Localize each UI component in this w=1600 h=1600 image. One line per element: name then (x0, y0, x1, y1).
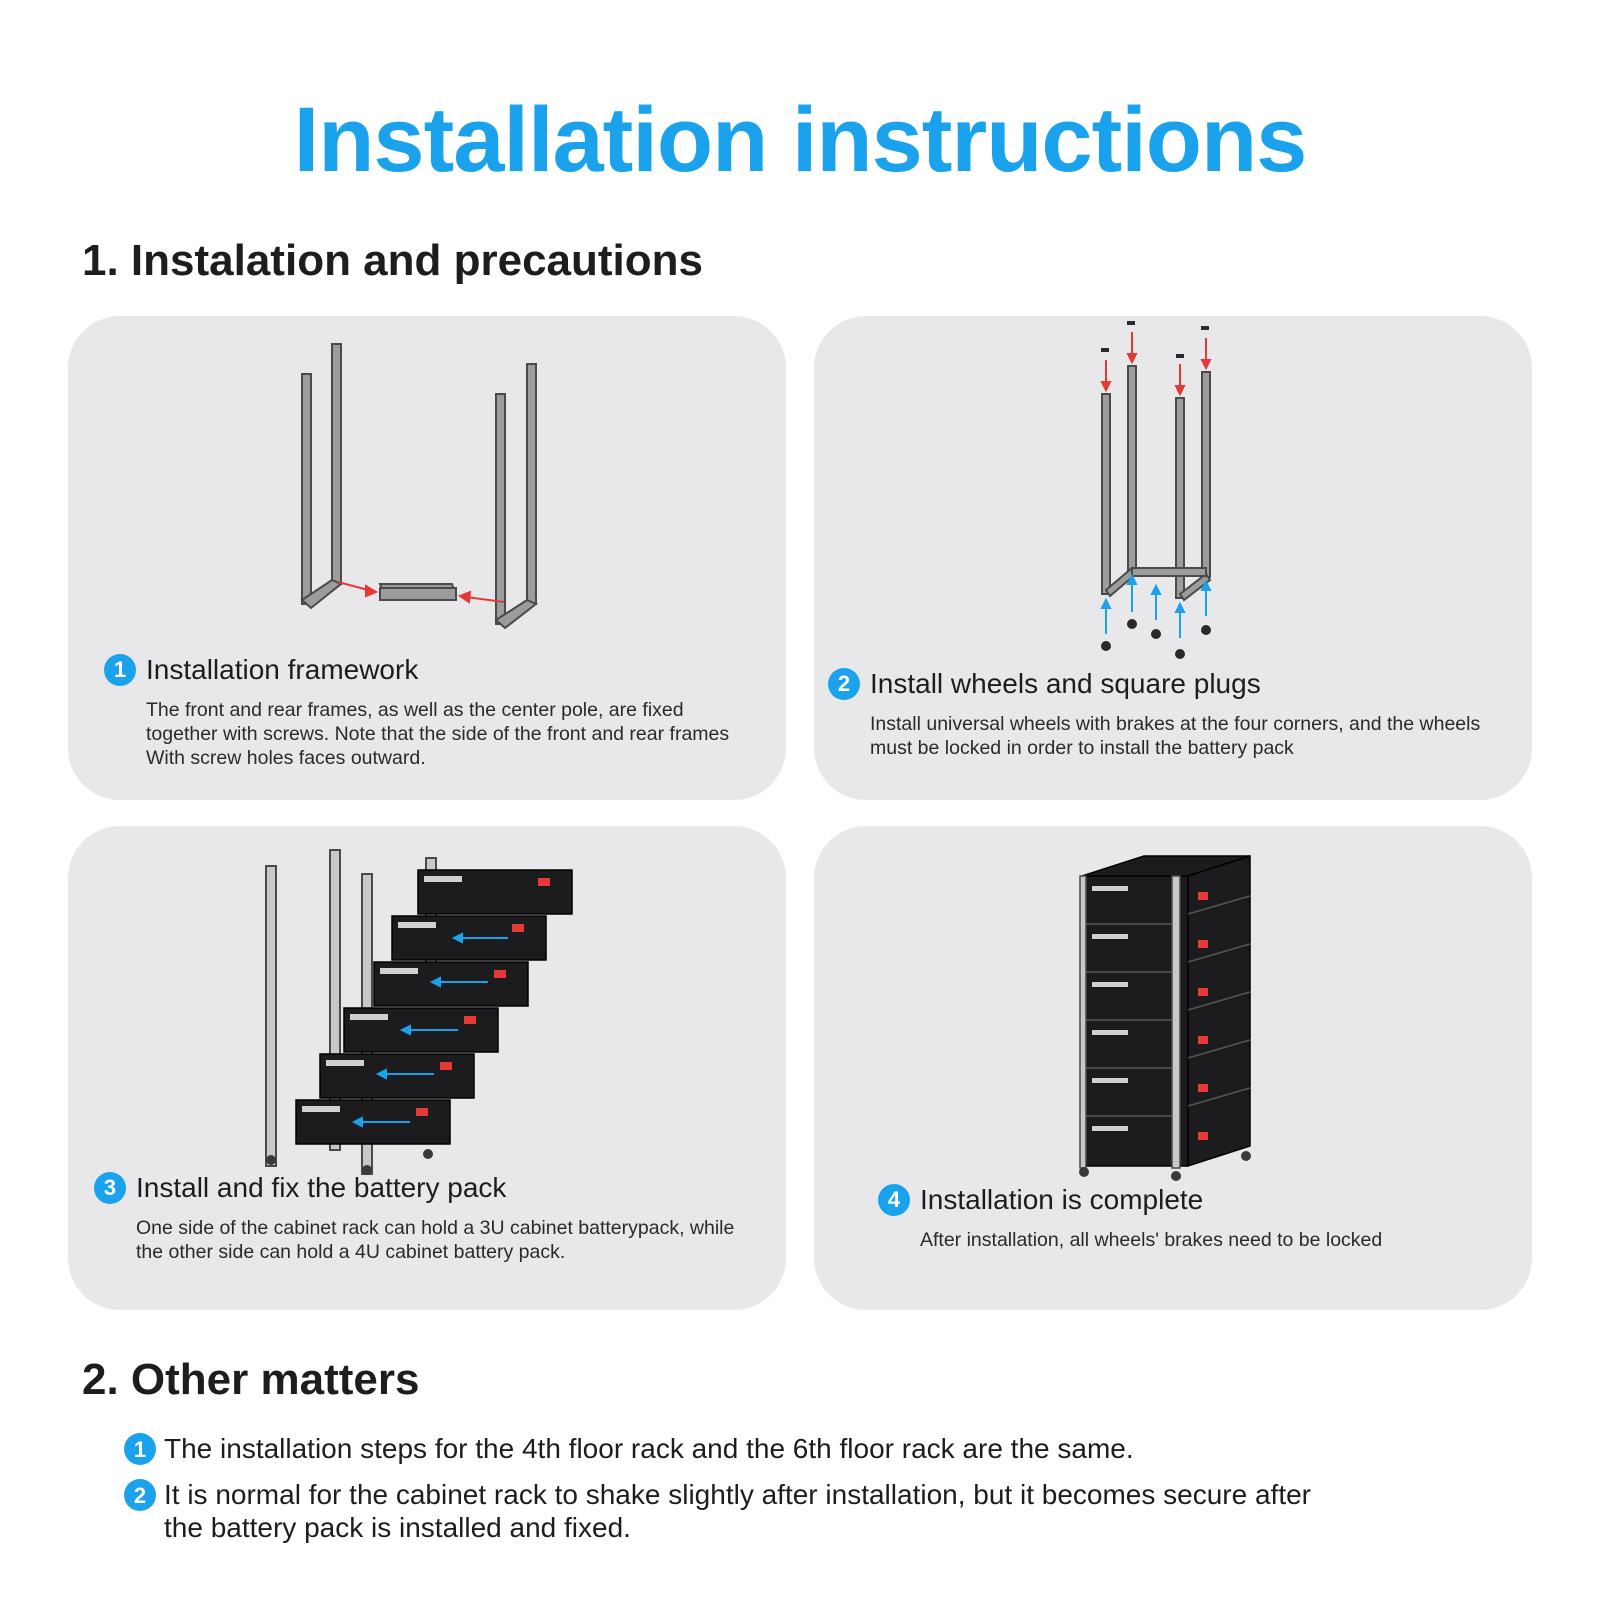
step-number-badge: 1 (104, 654, 136, 686)
list-item-text: It is normal for the cabinet rack to shake slightly after installation, but it becomes secure after the battery pack is installed and fixed. (164, 1479, 1311, 1543)
step-number-badge: 4 (878, 1184, 910, 1216)
step-card-wheels (814, 316, 1532, 800)
item-number-badge: 2 (124, 1479, 156, 1511)
step-number-badge: 3 (94, 1172, 126, 1204)
frame-assembly-illustration (68, 316, 786, 636)
main-title: Installation instructions (293, 89, 1307, 191)
step-card-battery-install (68, 826, 786, 1310)
list-item (124, 1478, 1324, 1544)
step-description-2: Install universal wheels with brakes at the four corners, and the wheels must be locked in order to install the battery pack (870, 713, 1481, 759)
section-heading-precautions: 1. Instalation and precautions (82, 236, 704, 285)
section-heading-other-matters: 2. Other matters (82, 1355, 420, 1404)
list-item (124, 1432, 1324, 1465)
step-title-4 (878, 1184, 1203, 1216)
step-description-1: The front and rear frames, as well as the center pole, are fixed together with screws. Note that the side of the front and rear frames With screw holes faces outward. (146, 699, 730, 769)
step-number-badge: 2 (828, 668, 860, 700)
step-title-1 (104, 654, 418, 686)
step-title-text: Installation framework (146, 654, 419, 685)
other-matters-list (124, 1432, 1324, 1557)
battery-install-illustration (68, 826, 786, 1186)
completed-rack-illustration (814, 826, 1532, 1186)
item-number-badge: 1 (124, 1433, 156, 1465)
step-title-3 (94, 1172, 506, 1204)
wheels-assembly-illustration (814, 316, 1532, 676)
list-item-text: The installation steps for the 4th floor rack and the 6th floor rack are the same. (164, 1433, 1134, 1464)
step-description-3: One side of the cabinet rack can hold a 3U cabinet batterypack, while the other side can hold a 4U cabinet battery pack. (136, 1217, 735, 1263)
step-description-4: After installation, all wheels' brakes need to be locked (920, 1229, 1383, 1251)
step-card-framework (68, 316, 786, 800)
step-card-complete (814, 826, 1532, 1310)
step-title-text: Installation is complete (920, 1184, 1204, 1215)
step-title-2 (828, 668, 1261, 700)
step-title-text: Install and fix the battery pack (136, 1172, 507, 1203)
step-title-text: Install wheels and square plugs (870, 668, 1261, 699)
